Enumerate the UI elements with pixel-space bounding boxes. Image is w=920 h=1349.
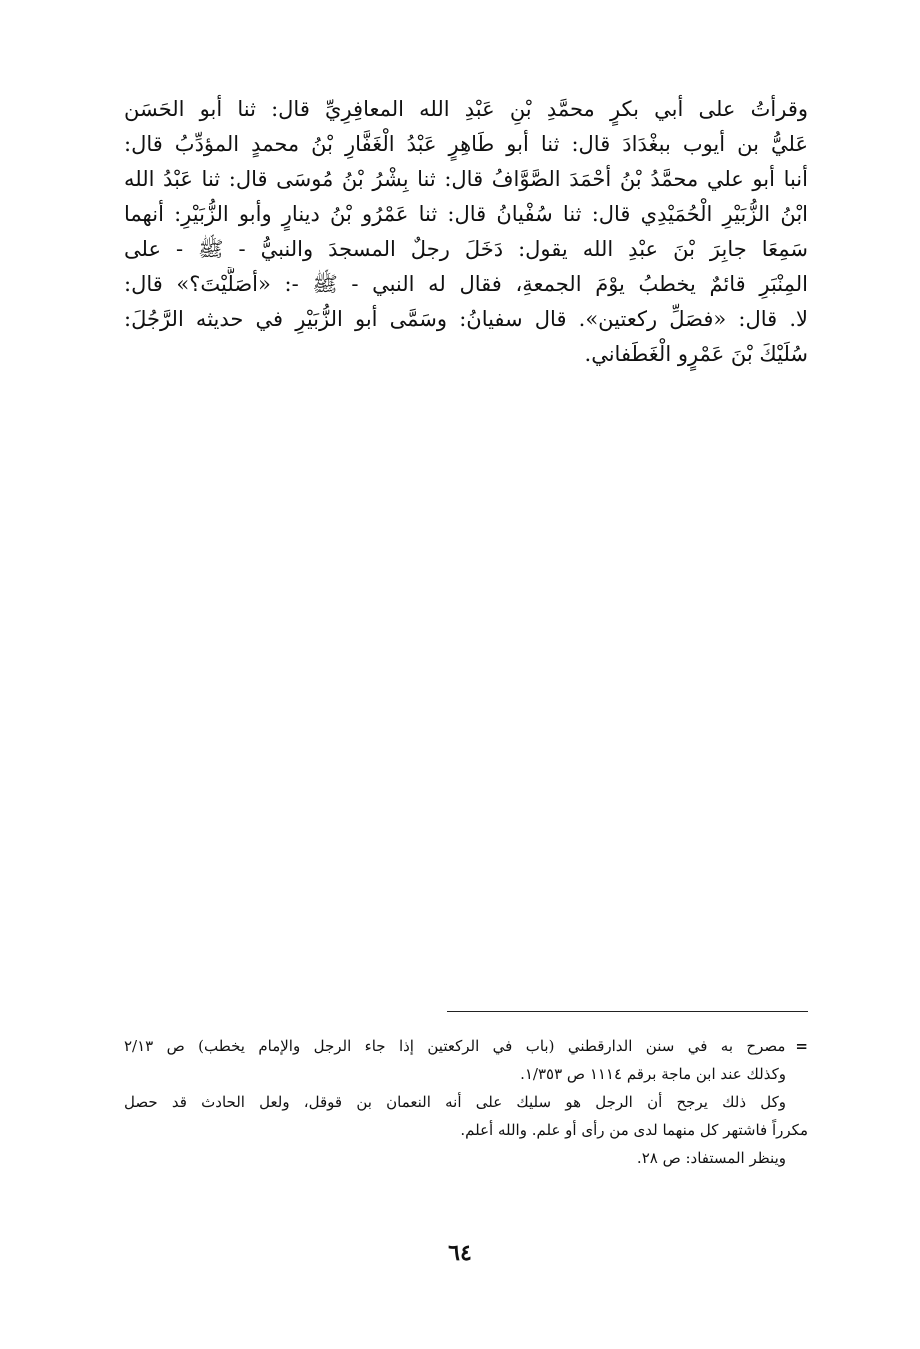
text-line: لا. قال: «فصَلِّ ركعتين». قال سفيانُ: وسَمَّى أبو الزُّبَيْرِ في حديثه الرَّجُلَ: [124,307,808,331]
page-number: ٦٤ [448,1240,472,1266]
text-line: سَمِعَا جابِرَ بْنَ عبْدِ الله يقول: دَخَلَ رجلٌ المسجدَ والنبيُّ - ﷺ - على [124,237,808,261]
text-line: سُلَيْكَ بْنَ عَمْرٍو الْغَطَفاني. [584,342,808,366]
footnotes-block [124,1032,808,1172]
text-line: ابْنُ الزُّبَيْرِ الْحُمَيْدِي قال: ثنا سُفْيانُ قال: ثنا عَمْرُو بْنُ دينارٍ وأبو الزُّبَيْرِ: أنهما [124,202,808,226]
footnote-line [124,1032,808,1060]
text-line: عَليُّ بن أيوب ببغْدَادَ قال: ثنا أبو طَاهِرٍ عَبْدُ الْغَفَّارِ بْنُ محمدٍ المؤدِّبُ قال: [124,132,808,156]
footnote-line: وكذلك عند ابن ماجة برقم ١١١٤ ص ١/٣٥٣. [520,1065,786,1083]
footnote-line: وكل ذلك يرجح أن الرجل هو سليك على أنه النعمان بن قوقل، ولعل الحادث قد حصل [124,1093,786,1111]
footnote-line: وينظر المستفاد: ص ٢٨. [636,1149,786,1167]
text-line: وقرأتُ على أبي بكرٍ محمَّدِ بْنِ عَبْدِ الله المعافِرِيِّ قال: ثنا أبو الحَسَن [124,97,808,121]
main-text-block [124,92,808,372]
footnote-separator [447,1011,808,1012]
footnote-continuation-mark: = [795,1037,808,1055]
text-line: أنبا أبو علي محمَّدُ بْنُ أحْمَدَ الصَّوَّافُ قال: ثنا بِشْرُ بْنُ مُوسَى قال: ثنا عَبْدُ الله [124,167,808,191]
text-line: المِنْبَرِ قائمٌ يخطبُ يوْمَ الجمعةِ، فقال له النبي - ﷺ -: «أصَلَّيْتَ؟» قال: [124,272,808,296]
footnote-text: مصرح به في سنن الدارقطني (باب في الركعتين إذا جاء الرجل والإمام يخطب) ص ٢/١٣ [124,1037,786,1055]
footnote-line: مكرراً فاشتهر كل منهما لدى من رأى أو علم. والله أعلم. [460,1121,808,1139]
